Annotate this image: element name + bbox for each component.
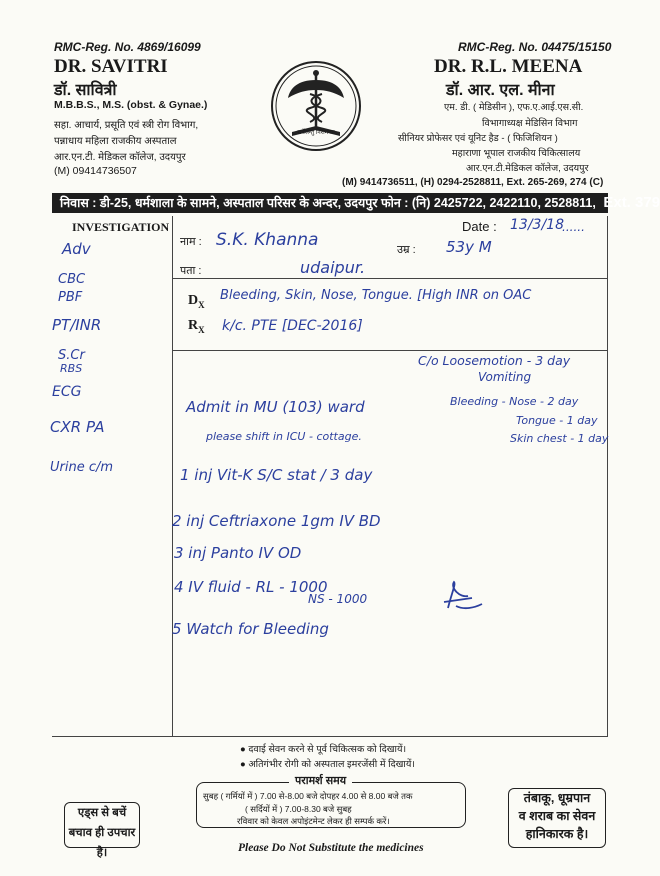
handwritten-date: 13/3/18 <box>510 217 564 233</box>
right-reg-no: RMC-Reg. No. 04475/15150 <box>458 40 612 54</box>
timing-summer: सुबह ( गर्मियों में ) 7.00 से-8.00 बजे दोपहर 4.00 से 8.00 बजे तक <box>203 791 413 801</box>
note-line: ● दवाई सेवन करने से पूर्व चिकित्सक को दिखायें। <box>240 744 407 755</box>
right-doctor-name: DR. R.L. MEENA <box>434 56 583 77</box>
caduceus-icon <box>268 58 364 154</box>
investigation-item: Urine c/m <box>50 460 114 475</box>
name-label: नाम : <box>180 236 202 248</box>
left-designation: सहा. आचार्य, प्रसूति एवं स्त्री रोग विभाग, <box>54 120 199 131</box>
medical-logo <box>268 58 364 154</box>
patient-name: S.K. Khanna <box>216 230 319 250</box>
address-label: पता : <box>180 265 202 277</box>
aids-awareness-box <box>64 802 140 859</box>
left-hospital: पन्नाधाय महिला राजकीय अस्पताल <box>54 136 177 147</box>
shift-instruction: please shift in ICU - cottage. <box>206 430 362 443</box>
order-line: 1 inj Vit-K S/C stat / 3 day <box>180 466 373 484</box>
complaint-line: Skin chest - 1 day <box>510 432 609 445</box>
order-line: 3 inj Panto IV OD <box>174 544 302 562</box>
tobacco-warning-box <box>508 788 606 848</box>
logo-motto: सर्वेसन्तु निरामयाः <box>297 130 335 136</box>
timing-winter: ( सर्दियों में ) 7.00-8.30 बजे सुबह <box>245 804 352 814</box>
left-college: आर.एन.टी. मेडिकल कॉलेज, उदयपुर <box>54 152 186 163</box>
tobacco-line: व शराब का सेवन <box>518 809 596 823</box>
right-department: विभागाध्यक्ष मेडिसिन विभाग <box>482 118 578 129</box>
body-bottom-rule <box>52 736 608 737</box>
age-label: उम्र : <box>397 244 416 256</box>
right-hospital: महाराणा भूपाल राजकीय चिकित्सालय <box>452 148 581 159</box>
investigation-item: ECG <box>52 384 82 400</box>
patient-age: 53y M <box>446 238 492 256</box>
consultation-timing-box <box>196 775 466 828</box>
investigation-label: INVESTIGATION <box>72 220 170 234</box>
investigation-item: CXR PA <box>50 418 105 436</box>
left-reg-no: RMC-Reg. No. 4869/16099 <box>54 40 201 54</box>
residence-text: निवास : डी-25, धर्मशाला के सामने, अस्पताल परिसर के अन्दर, उदयपुर फोन : (नि) 2425722, 2422110, 2528811, <box>60 196 596 210</box>
investigation-item: CBC <box>58 272 86 287</box>
note-line: ● अतिगंभीर रोगी को अस्पताल इमरजेंसी में दिखायें। <box>240 759 415 770</box>
investigation-item: S.Cr <box>58 348 85 363</box>
right-phone: (M) 9414736511, (H) 0294-2528811, Ext. 265-269, 274 (C) <box>342 177 604 188</box>
investigation-item: PBF <box>58 290 83 305</box>
investigation-divider <box>172 216 173 736</box>
patient-address: udaipur. <box>300 258 366 277</box>
date-label: Date : <box>462 219 497 234</box>
aids-line: बचाव ही उपचार है। <box>68 827 136 859</box>
residence-band <box>52 193 660 213</box>
diagnosis-text: Bleeding, Skin, Nose, Tongue. [High INR on OAC <box>220 288 532 303</box>
complaint-line: Bleeding - Nose - 2 day <box>450 395 579 408</box>
rx-rule <box>172 350 608 351</box>
left-doctor-name: DR. SAVITRI <box>54 56 168 77</box>
admit-instruction: Admit in MU (103) ward <box>186 398 365 416</box>
dx-symbol: $D_X$ <box>188 293 205 310</box>
investigation-item: RBS <box>60 362 83 375</box>
right-college: आर.एन.टी.मेडिकल कॉलेज, उदयपुर <box>466 163 589 174</box>
complaint-line: C/o Loosemotion - 3 day <box>418 353 571 368</box>
order-line: 5 Watch for Bleeding <box>172 620 329 638</box>
left-phone: (M) 09414736507 <box>54 165 137 177</box>
right-designation: सीनियर प्रोफेसर एवं यूनिट हैड - ( फिजिशियन ) <box>398 133 558 144</box>
address-rule <box>172 278 608 279</box>
investigation-item: Adv <box>62 240 91 258</box>
investigation-item: PT/INR <box>52 316 102 334</box>
rx-symbol: $R_X$ <box>188 318 205 335</box>
order-line: 2 inj Ceftriaxone 1gm IV BD <box>172 512 381 530</box>
date-dots: ...... <box>562 220 585 234</box>
timing-sunday: रविवार को केवल अपोइंटमेन्ट लेकर ही सम्पर्क करें। <box>237 816 390 826</box>
doctor-signature-icon <box>438 578 488 614</box>
footer-note: Please Do Not Substitute the medicines <box>238 842 424 854</box>
right-doctor-name-hindi: डॉ. आर. एल. मीना <box>446 82 555 99</box>
complaint-line: Tongue - 1 day <box>516 414 598 427</box>
complaint-line: Vomiting <box>478 370 532 384</box>
left-degrees: M.B.B.S., M.S. (obst. & Gynae.) <box>54 99 208 111</box>
right-border <box>607 216 608 736</box>
order-line: 4 IV fluid - RL - 1000 <box>174 578 328 596</box>
right-degrees: एम. डी. ( मेडिसीन ), एफ.ए.आई.एस.सी. <box>444 102 584 113</box>
tobacco-line: तंबाकू, धूम्रपान <box>523 791 591 805</box>
tobacco-line: हानिकारक है। <box>525 827 589 841</box>
order-line: NS - 1000 <box>308 592 368 606</box>
residence-ext: Ext. 379 <box>603 194 660 211</box>
timing-title: परामर्श समय <box>289 773 352 788</box>
rx-history-text: k/c. PTE [DEC-2016] <box>222 318 363 334</box>
left-doctor-name-hindi: डॉ. सावित्री <box>54 82 117 99</box>
aids-line: एड्स से बचें <box>77 807 127 819</box>
